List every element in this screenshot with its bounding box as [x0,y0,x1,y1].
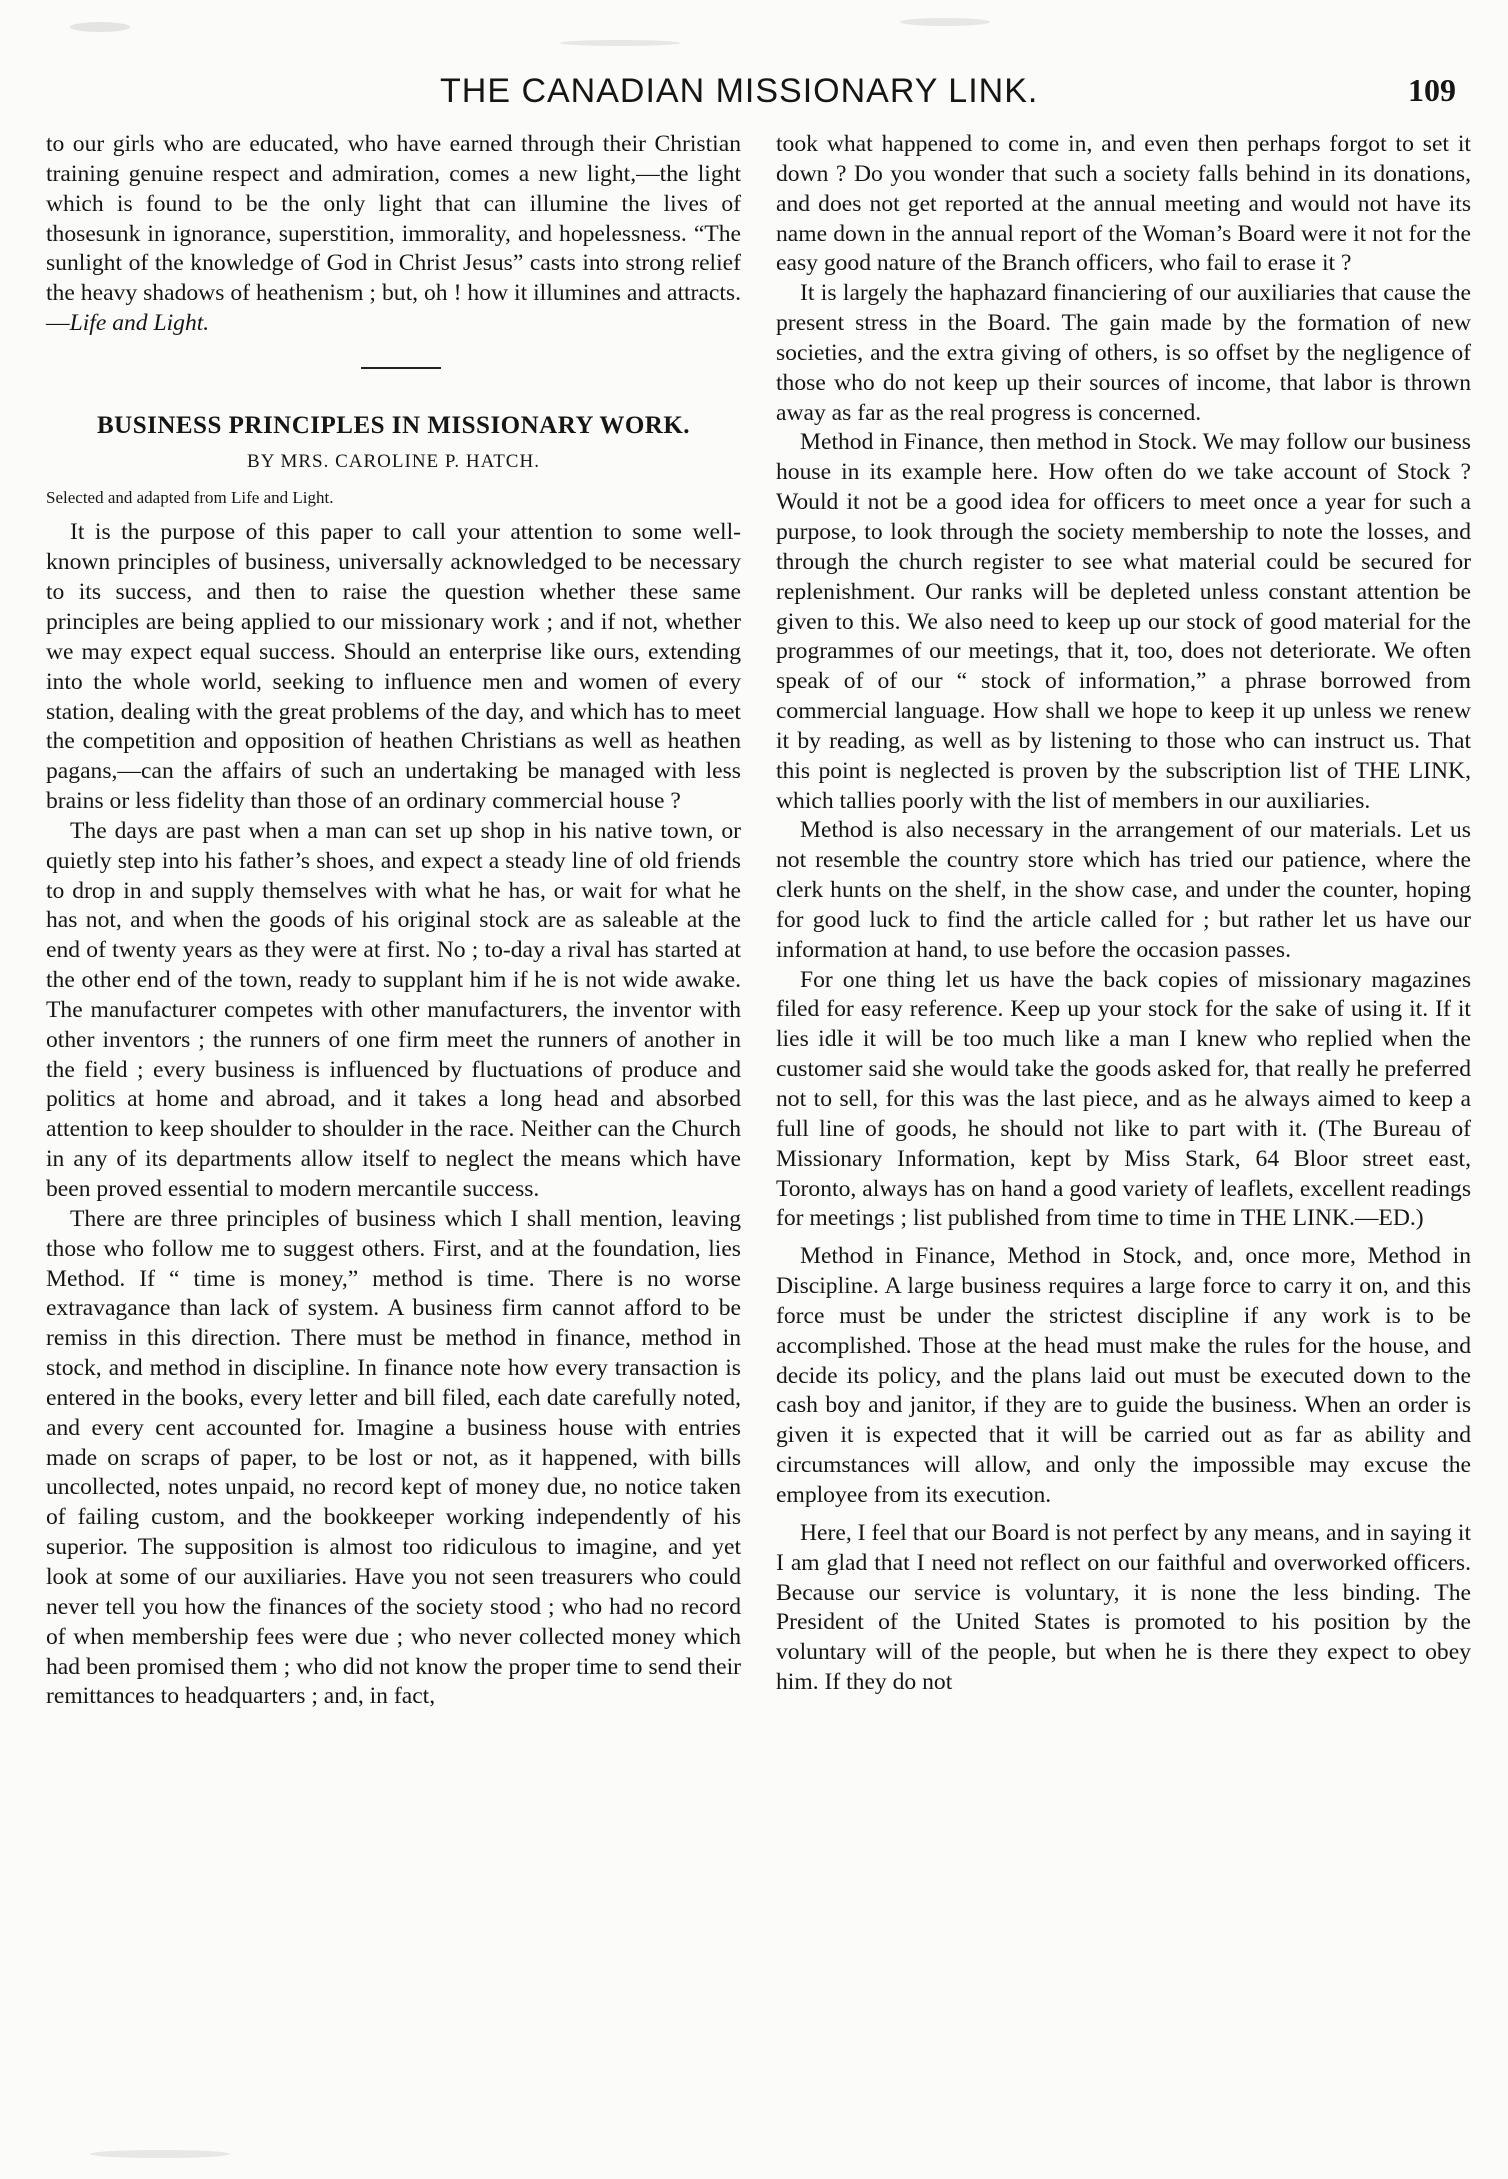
continued-paragraph [46,130,741,339]
right-column [776,130,1471,1698]
source-note: Selected and adapted from Life and Light. [46,487,334,507]
section-divider [46,339,741,401]
body-paragraph: For one thing let us have the back copies of missionary magazines filed for easy reference. Keep up your stock for the sake of using it. If it lies idle it will be too much like a man I knew who replied when the customer said she would take the goods asked for, that really he preferred not to sell, for this was the last piece, and as he always aimed to keep a full line of goods, he should not like to part with it. (The Bureau of Missionary Information, kept by Miss Stark, 64 Bloor street east, Toronto, always has on hand a good variety of leaflets, excellent readings for meetings ; list published from time to time in THE LINK.—ED.) [776,966,1471,1232]
body-paragraph: took what happened to come in, and even then perhaps forgot to set it down ? Do you wonder that such a society falls behind in its donations, and does not get reported at the annual meeting and would not have its name down in the annual report of the Woman’s Board were it not for the easy good nature of the Branch officers, who fail to erase it ? [776,131,1471,277]
body-paragraph: There are three principles of business which I shall mention, leaving those who follow me to suggest others. First, and at the foundation, lies Method. If “ time is money,” method is time. There is no worse extravagance than lack of system. A business firm cannot afford to be remiss in this direction. There must be method in finance, method in stock, and method in discipline. In finance note how every transaction is entered in the books, every letter and bill filed, each date carefully noted, and every cent accounted for. Imagine a business house with entries made on scraps of paper, to be lost or not, as it happened, with bills uncollected, notes unpaid, no record kept of money due, no notice taken of failing custom, and the bookkeeper working independently of his superior. The supposition is almost too ridiculous to imagine, and yet look at some of our auxiliaries. Have you not seen treasurers who could never tell you how the finances of the society stood ; who had no record of when membership fees were due ; who never collected money which had been promised them ; who did not know the proper time to send their remittances to headquarters ; and, in fact, [46,1205,741,1710]
print-speck [560,40,680,46]
body-paragraph: Method in Finance, Method in Stock, and, once more, Method in Discipline. A large business requires a large force to carry it on, and this force must be under the strictest discipline if any work is to be accomplished. Those at the head must make the rules for the house, and decide its policy, and the plans laid out must be executed down to the cash boy and janitor, if they are to guide the business. When an order is given it is expected that it will be carried out as far as ability and circumstances will allow, and only the impossible may excuse the employee from its execution. [776,1243,1471,1508]
print-speck [900,18,990,26]
body-paragraph: Method in Finance, then method in Stock. We may follow our business house in its example here. How often do we take account of Stock ? Would it not be a good idea for officers to meet once a year for such a purpose, to look through the society membership to note the losses, and through the church register to see what material could be secured for replenishment. Our ranks will be depleted unless constant attention be given to this. We also need to keep up our stock of good material for the programmes of our meetings, that it, too, does not deteriorate. We often speak of of our “ stock of information,” a phrase borrowed from commercial language. How shall we hope to keep it up unless we renew it by reading, as well as by listening to those who can instruct us. That this point is neglected is proven by the subscription list of THE LINK, which tallies poorly with the list of members in our auxiliaries. [776,429,1471,814]
continued-credit: Life and Light. [69,310,210,337]
left-column [46,130,741,1712]
body-paragraph: Here, I feel that our Board is not perfect by any means, and in saying it I am glad that I need not reflect on our faithful and overworked officers. Because our service is voluntary, it is none the less binding. The President of the United States is promoted to his position by the voluntary will of the people, but when he is there they expect to obey him. If they do not [776,1519,1471,1696]
print-speck [90,2150,230,2158]
page-header [0,72,1508,118]
article-byline: BY MRS. CAROLINE P. HATCH. [247,450,540,472]
body-paragraph: It is the purpose of this paper to call your attention to some well-known principles of business, universally acknowledged to be necessary to its success, and then to raise the question whether these same principles are being applied to our missionary work ; and if not, whether we may expect equal success. Should an enterprise like ours, extending into the whole world, seeking to influence men and women of every station, dealing with the great problems of the day, and which has to meet the competition and opposition of heathen Christians as well as heathen pagans,—can the affairs of such an undertaking be managed with less brains or less fidelity than those of an ordinary commercial house ? [46,519,741,815]
print-speck [70,22,130,32]
page-number: 109 [1408,72,1456,108]
article-title: BUSINESS PRINCIPLES IN MISSIONARY WORK. [96,411,691,439]
divider-rule [361,367,441,369]
body-paragraph: It is largely the haphazard financiering of our auxiliaries that cause the present stress in the Board. The gain made by the formation of new societies, and the extra giving of others, is so offset by the negligence of those who do not keep up their sources of income, that labor is thrown away as far as the real progress is concerned. [776,280,1471,426]
body-paragraph: Method is also necessary in the arrangement of our materials. Let us not resemble the country store which has tried our patience, where the clerk hunts on the shelf, in the show case, and under the counter, hoping for good luck to find the article called for ; but rather let us have our information at hand, to use before the occasion passes. [776,817,1471,963]
body-paragraph: The days are past when a man can set up shop in his native town, or quietly step into his father’s shoes, and expect a steady line of old friends to drop in and supply themselves with what he has, or wait for what he has not, and when the goods of his original stock are as saleable at the end of twenty years as they were at first. No ; to-day a rival has started at the other end of the town, ready to supplant him if he is not wide awake. The manufacturer competes with other manufacturers, the inventor with other inventors ; the runners of one firm meet the runners of another in the field ; every business is influenced by fluctuations of produce and politics at home and abroad, and it takes a long head and absorbed attention to keep shoulder to shoulder in the race. Neither can the Church in any of its departments allow itself to neglect the means which have been proved essential to modern mercantile success. [46,817,741,1202]
continued-paragraph-text: to our girls who are educated, who have earned through their Christian training genuine respect and admiration, comes a new light,—the light which is found to be the only light that can illumine the lives of thosesunk in ignorance, superstition, immorality, and hopelessness. “The sunlight of the knowledge of God in Christ Jesus” casts into strong relief the heavy shadows of heathenism ; but, oh ! how it illumines and attracts.— [46,131,741,337]
masthead-title: THE CANADIAN MISSIONARY LINK. [440,72,1039,110]
